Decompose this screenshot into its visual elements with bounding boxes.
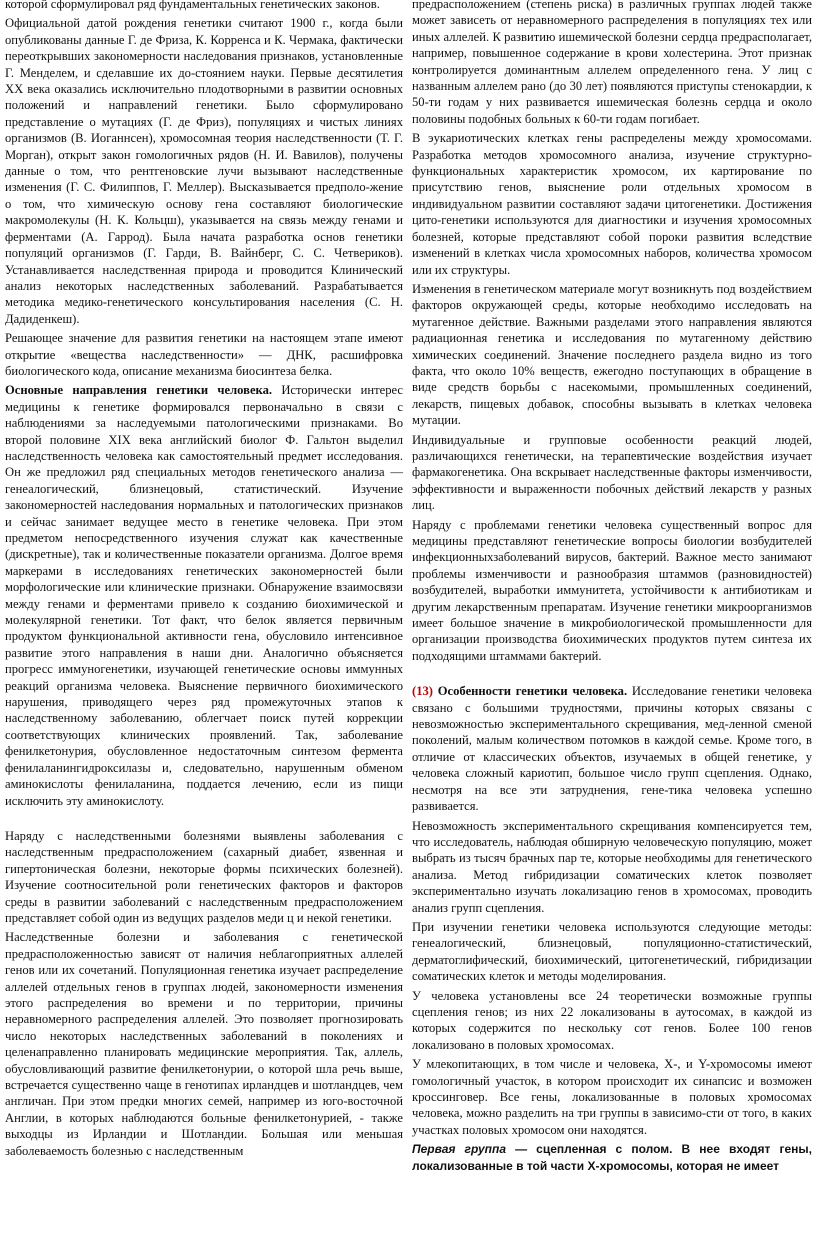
blank-line <box>412 667 812 683</box>
paragraph: Невозможность экспериментального скрещивания компенсируется тем, что исследователь, наблюдая обширную человеческую популяцию, может выбрать из тысяч брачных пар те, которые необходимы для генетического анализа. Метод гибридизации соматических клеток позволяет экспериментально изучать локализацию генов в хромосомах, проводить анализ групп сцепления. <box>412 818 812 915</box>
paragraph: У человека установлены все 24 теоретически возможные группы сцепления генов; из них 22 локализованы в аутосомах, в каждой из которых содержится по нескольку сот генов. Более 100 генов локализовано в половых хромосомах. <box>412 988 812 1052</box>
paragraph: Наряду с проблемами генетики человека существенный вопрос для медицины представляют генетические вопросы биологии возбудителей инфекционныхзаболеваний вирусов, бактерий. Важное место занимают проблемы изменчивости и разнообразия штаммов (разновидностей) возбудителей, выработки иммунитета, устойчивости к антибиотикам и другим лекарственным препаратам. Изучение генетики микроорганизмов имеет большое значение в микробиологической промышленности для организации производства биохимических продуктов путем синтеза их подходящими штаммами бактерий. <box>412 517 812 663</box>
right-column <box>412 0 812 1177</box>
section-number: (13) <box>412 684 433 699</box>
section-heading: Основные направления генетики человека. <box>5 383 273 398</box>
paragraph <box>5 382 403 809</box>
blank-line <box>5 812 403 828</box>
paragraph: Решающее значение для развития генетики на настоящем этапе имеют открытие «вещества наследственности» — ДНК, расшифровка биологического кода, описание механизма биосинтеза белка. <box>5 331 403 378</box>
paragraph-text: — сцепленная с полом. В нее входят гены, локализованные в той части Х-хромосомы, которая не имеет <box>412 1142 812 1173</box>
paragraph: предрасположением (степень риска) в различных группах людей также может зависеть от неравномерного распределения в популяциях тех или иных аллелей. К развитию ишемической болезни сердца предрасполагает, например, повышенное содержание в крови холестерина. Этот признак контролируется доминантным аллелем определенного гена. У лиц с названным аллелем рано (до 30 лет) появляются приступы стенокардии, к 50-ти годам у них развивается ишемическая болезнь сердца и около половины подобных больных к 60-ти годам погибает. <box>412 0 812 126</box>
paragraph: При изучении генетики человека используются следующие методы: генеалогический, близнецовый, популяционно-статистический, дерматоглифический, биохимический, цитогенетический, гибридизации соматических клеток и методы моделирования. <box>412 919 812 984</box>
paragraph: Наряду с наследственными болезнями выявлены заболевания с наследственным предрасположением (сахарный диабет, язвенная и гипертоническая болезни, некоторые формы психических болезней). Изучение соотносительной роли генетических факторов и факторов среды в развитии заболеваний с наследственным предрасположением представляет собой один из ведущих разделов меди ц и некой генетики. <box>5 828 403 925</box>
paragraph: Изменения в генетическом материале могут возникнуть под воздействием факторов окружающей среды, которые необходимо исследовать на мутагенное действие. Важными разделами этого направления являются радиационная генетика и исследования по мутагенному действию химических соединений. Значение последнего раздела видно из того факта, что около 10% веществ, ежегодно поступающих в обращение в виде средств борьбы с насекомыми, промышленных соединений, лекарств, пищевых добавок, способны вызывать в клетках человека мутации. <box>412 281 812 428</box>
section-heading: Особенности генетики человека. <box>437 684 628 699</box>
paragraph-text: Исследование генетики человека связано с большими трудностями, причины которых связаны с невозможностью экспериментального скрещивания, мед-ленной сменой поколений, малым количеством потомков в каждой семье. Кроме того, в отличие от классических объектов, изучаемых в общей генетике, у человека сложный кариотип, большое число групп сцепления. Однако, несмотря на все эти затруднения, гене-тика человека успешно развивается. <box>412 684 812 814</box>
paragraph: Официальной датой рождения генетики считают 1900 г., когда были опубликованы данные Г. де Фриза, К. Корренса и К. Чермака, фактически переоткрывших закономерности наследования признаков, установленные Г. Менделем, и сделавшие их до-стоянием науки. Первые десятилетия XX века оказались исключительно плодотворными в развитии основных положений и направлений генетики. Было сформулировано представление о мутациях (Г. де Фриз), популяциях и чистых линиях организмов (В. Иоганнсен), хромосомная теория наследственности (Т. Г. Морган), открыт закон гомологичных рядов (Н. И. Вавилов), получены данные о том, что рентгеновские лучи вызывают наследственные изменения (Г. С. Филиппов, Г. Меллер). Высказывается предполо-жение о том, что химическую основу гена составляют биологические макромолекулы (Н. К. Кольцш), указывается на связь между генами и ферментами (А. Гаррод). Была начата разработка основ генетики популяций организмов (Г. Гарди, В. Вайнберг, С. С. Четвериков). Устанавливается наследственная природа и проводится Клинический анализ некоторых наследственных заболеваний. Разрабатывается методика медико-генетического консультирования населения (С. Н. Дадиденкеш). <box>5 16 403 326</box>
paragraph: Индивидуальные и групповые особенности реакций людей, различающихся генетически, на терапевтические воздействия изучает фармакогенетика. Она вскрывает наследственные факторы изменчивости, эффективности и выраженности побочных действий лекарств у разных лиц. <box>412 432 812 513</box>
paragraph-text: Исторически интерес медицины к генетике формировался первоначально в связи с наблюдениями за наследуемыми патологическими признаками. Во второй половине XIX века английский биолог Ф. Гальтон выделил наследственность человека как самостоятельный предмет исследования. Он же предложил ряд специальных методов генетического анализа — генеалогический, близнецовый, статистический. Изучение закономерностей наследования нормальных и патологических признаков и сейчас занимает ведущее место в генетике человека. При этом предметом непосредственного изучения служат как качественные (дискретные), так и количественные показатели организма. Долгое время маркерами в исследованиях генетических закономерностей были морфологические или клинические признаки. Обнаружение взаимосвязи между генами и ферментами привело к созданию биохимической и молекулярной генетики. Тот факт, что белок является первичным продуктом функциональной активности гена, обусловило интенсивное развитие этого направления в наши дни. Аналогично объясняется прогресс иммуногенетики, изучающей генетические основы иммунных реакций организма человека. Выяснение первичного биохимического нарушения, приводящего через ряд промежуточных этапов к наследственному заболеванию, облегчает поиск путей коррекции соответствующих клинических проявлений. Так, заболевание фенилкетонурия, обусловленное недостаточным синтезом фермента фенилаланингидроксилазы и, следовательно, нарушенным обменом аминокислоты фенилаланина, поддается лечению, если из пищи исключить эту аминокислоту. <box>5 383 404 808</box>
italic-term: Первая группа <box>412 1142 506 1157</box>
paragraph: В эукариотических клетках гены распределены между хромосомами. Разработка методов хромосомного анализа, изучение структурно-функциональных характеристик хромосом, их картирование по присутствию генов, выяснение роли отдельных хромосом в индивидуальном развитии составляют задачи цитогенетики. Достижения цито-генетики используются для диагностики и изучения хромосомных болезней, которые представляют собой пороки развития вследствие изменений в клетках числа хромосомных наборов, количества хромосом или их структуры. <box>412 131 812 277</box>
left-column <box>5 0 403 1162</box>
paragraph <box>412 683 812 814</box>
paragraph: У млекопитающих, в том числе и человека, X-, и Y-хромосомы имеют гомологичный участок, в котором происходит их синапсис и возможен кроссинговер. Все гены, локализованные в половых хромосомах человека, можно разделить на три группы в зависимо-сти от того, в каких участках половых хромосом они находятся. <box>412 1057 812 1137</box>
paragraph: которой сформулировал ряд фундаментальных генетических законов. <box>5 0 380 11</box>
paragraph: Наследственные болезни и заболевания с генетической предрасположенностью зависят от наличия неблагоприятных аллелей генов или их сочетаний. Популяционная генетика изучает распределение аллелей отдельных генов в группах людей, закономерности изменения этого распределения во времени и по территории, причины неравномерного распределения аллелей. Это позволяет прогнозировать число некоторых наследственных заболеваний в поколениях и целенаправленно планировать медицинские мероприятия. Так, аллель, обусловливающий развитие фенилкетонурии, о которой шла речь выше, встречается существенно чаще в генотипах ирландцев и шотландцев, чем англичан. При этом предки многих семей, например из юго-восточной Англии, в которых наблюдаются больные фенилкетонурией, - также выходцы из Ирландии и Шотландии. Большая или меньшая заболеваемость болезнью с наследственным <box>5 930 403 1158</box>
paragraph <box>412 1141 812 1174</box>
